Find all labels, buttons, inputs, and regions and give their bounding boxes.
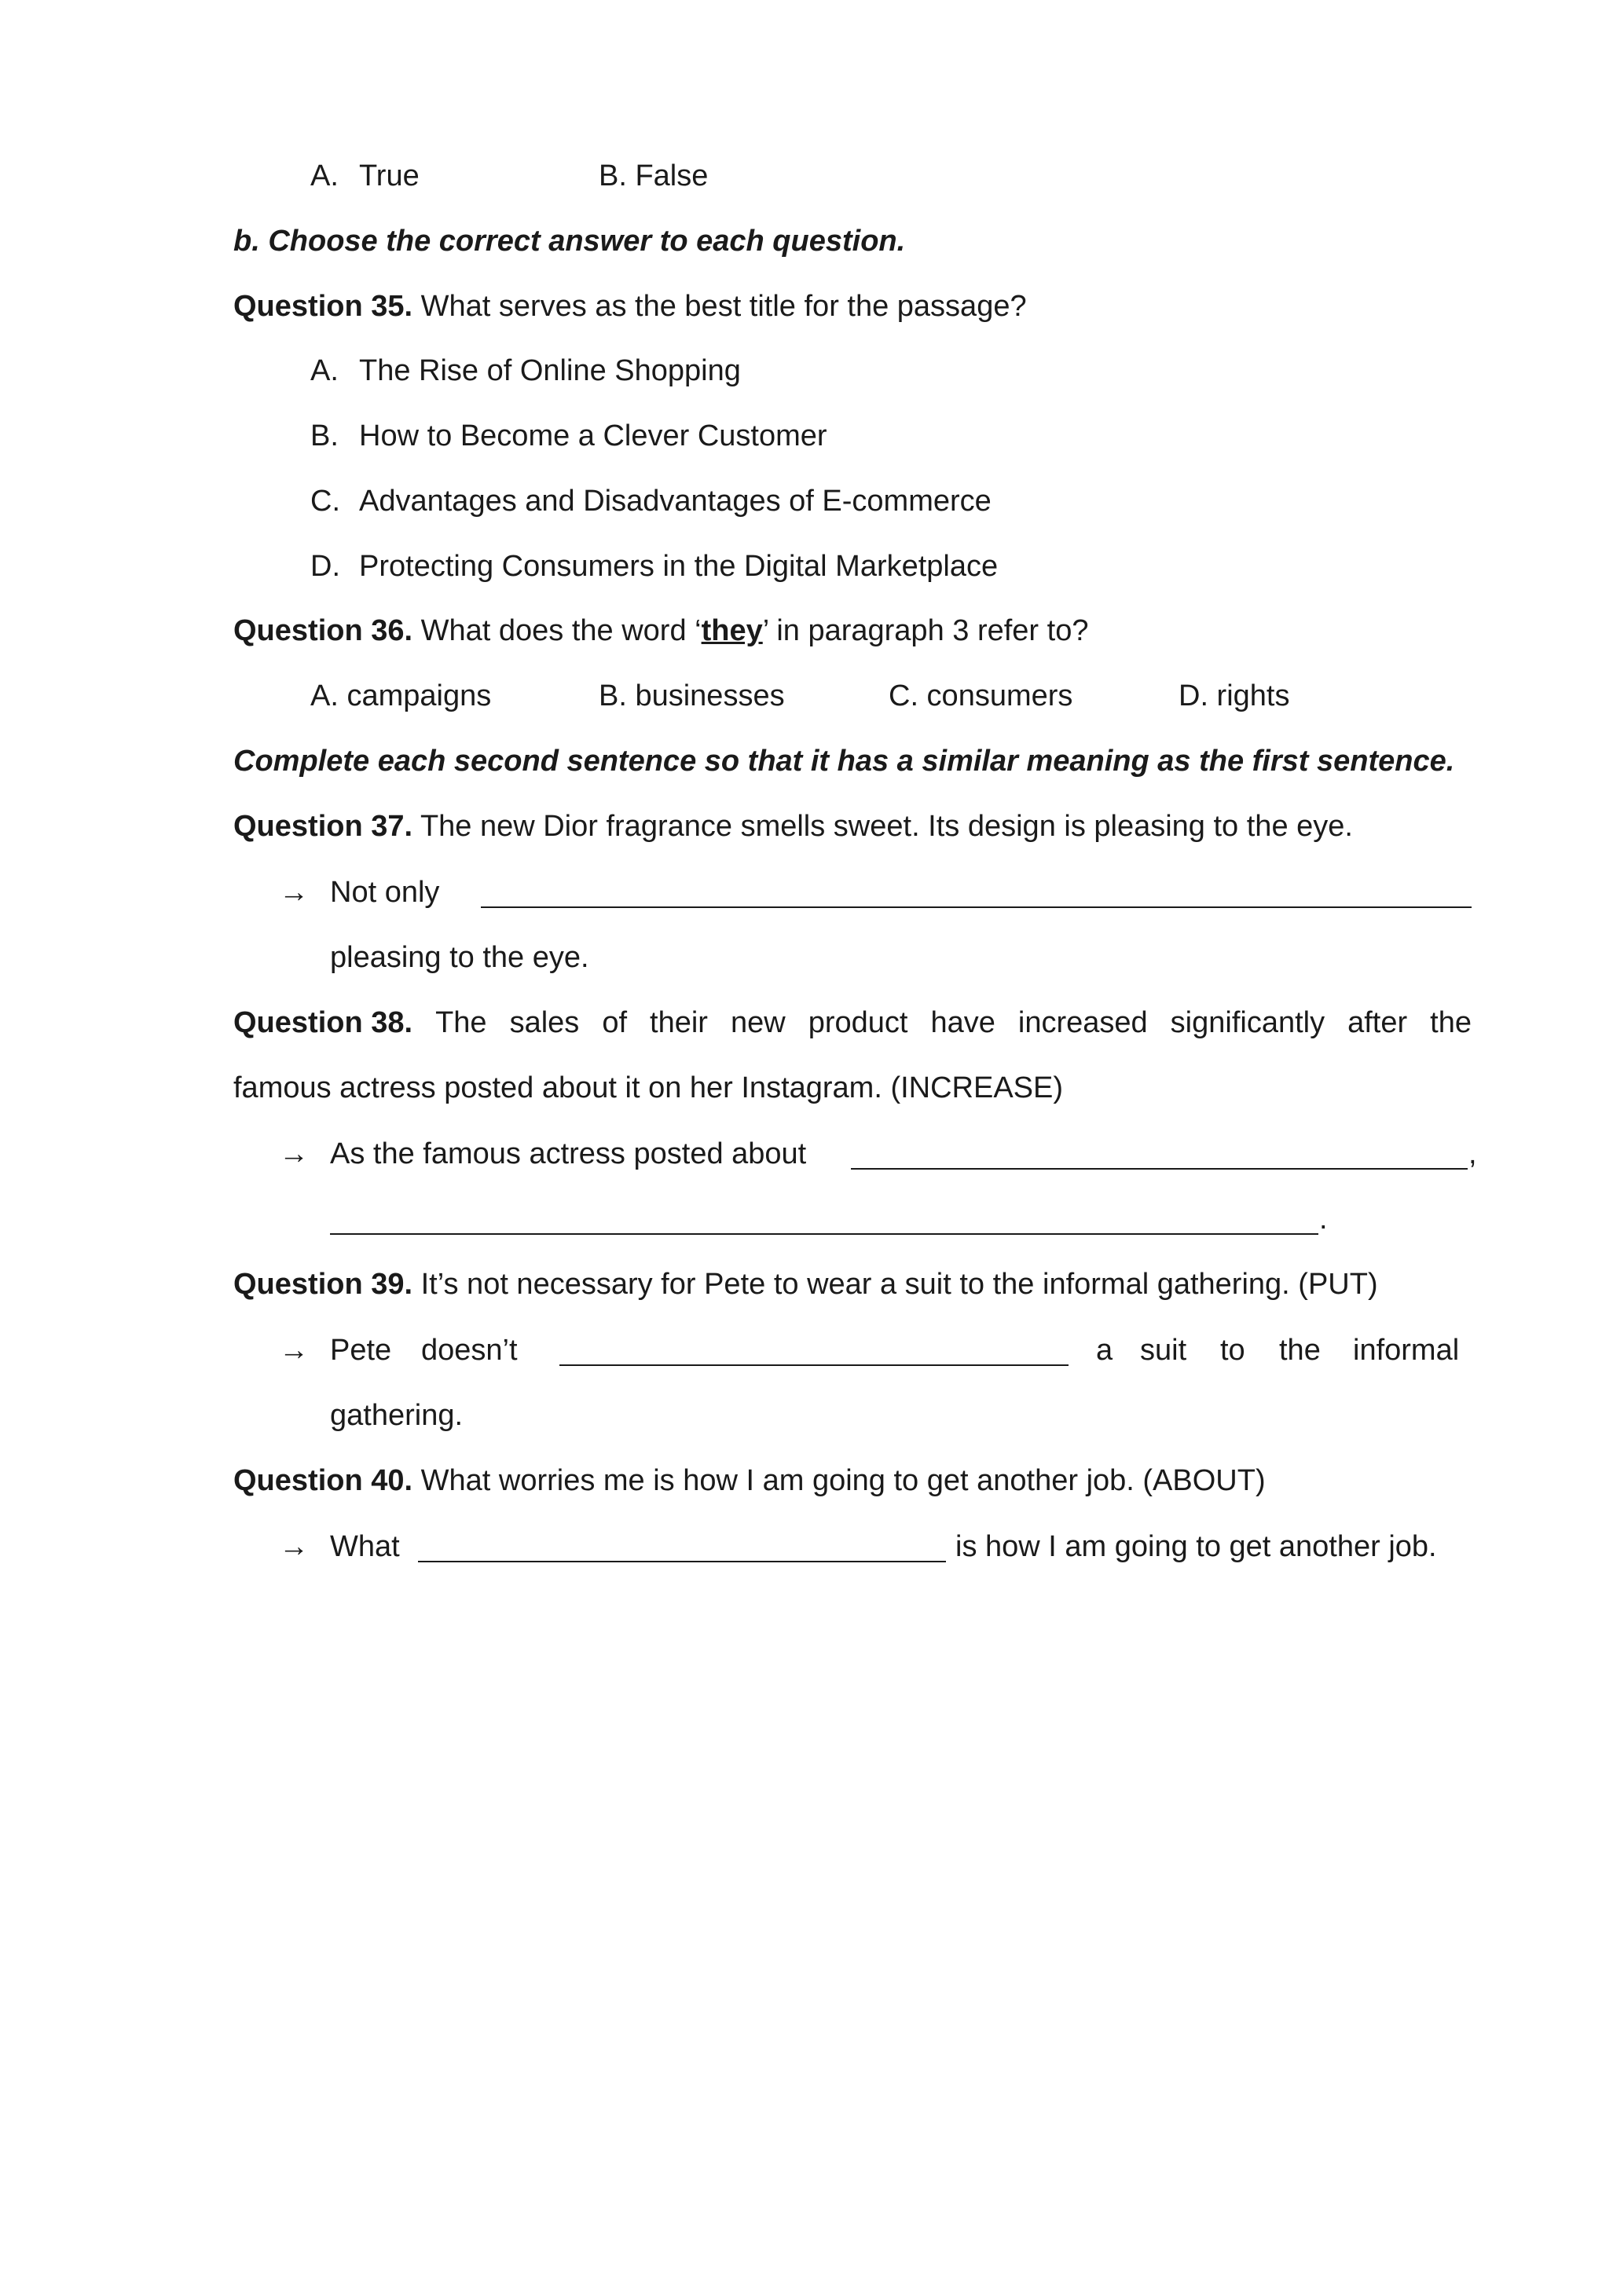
q35-option-c[interactable]: C. Advantages and Disadvantages of E-commerce bbox=[310, 485, 992, 518]
q37-arrow-icon: → bbox=[279, 876, 309, 909]
q38-prompt-start: As the famous actress posted about bbox=[330, 1137, 807, 1170]
q37-label: Question 37. bbox=[233, 810, 413, 843]
q39-prompt-word-5: to bbox=[1220, 1334, 1245, 1367]
q36-option-c[interactable]: C. consumers bbox=[889, 679, 1073, 712]
q34-option-a[interactable]: A. True bbox=[310, 159, 420, 192]
q35-option-b[interactable]: B. How to Become a Clever Customer bbox=[310, 419, 827, 452]
q39-stem: Question 39. It’s not necessary for Pete to wear a suit to the informal gathering. (PUT) bbox=[233, 1268, 1378, 1301]
q38-comma: , bbox=[1468, 1137, 1477, 1170]
q36-stem: Question 36. What does the word ‘they’ in paragraph 3 refer to? bbox=[233, 614, 1089, 647]
q39-answer-blank[interactable] bbox=[559, 1364, 1069, 1366]
q38-period: . bbox=[1319, 1203, 1328, 1236]
rewrite-instruction: Complete each second sentence so that it has a similar meaning as the first sentence. bbox=[233, 745, 1455, 778]
q35-stem bbox=[233, 284, 1027, 328]
q38-stem-line2: famous actress posted about it on her Instagram. (INCREASE) bbox=[233, 1071, 1064, 1104]
q36-label: Question 36. bbox=[233, 614, 413, 647]
q39-prompt-word-4: suit bbox=[1140, 1334, 1187, 1367]
q39-prompt-word-3: a bbox=[1096, 1334, 1113, 1367]
q39-prompt-word-6: the bbox=[1279, 1334, 1321, 1367]
q40-arrow-icon: → bbox=[279, 1530, 309, 1563]
q40-prompt-start: What bbox=[330, 1530, 400, 1563]
q35-option-a[interactable]: A. The Rise of Online Shopping bbox=[310, 354, 741, 387]
q39-prompt-word-2: doesn’t bbox=[421, 1334, 518, 1367]
q35-option-d[interactable]: D. Protecting Consumers in the Digital Marketplace bbox=[310, 550, 999, 583]
q36-keyword: they bbox=[701, 614, 763, 647]
q36-option-b[interactable]: B. businesses bbox=[599, 679, 785, 712]
q38-arrow-icon: → bbox=[279, 1137, 309, 1170]
q40-label: Question 40. bbox=[233, 1464, 413, 1497]
q35-label: Question 35. bbox=[233, 290, 413, 323]
q36-option-a[interactable]: A. campaigns bbox=[310, 679, 492, 712]
section-b-instruction: b. Choose the correct answer to each question. bbox=[233, 225, 906, 258]
q34-option-b[interactable]: B. False bbox=[599, 159, 709, 192]
q36-option-d[interactable]: D. rights bbox=[1179, 679, 1290, 712]
q39-label: Question 39. bbox=[233, 1268, 413, 1301]
q38-answer-blank-2[interactable] bbox=[330, 1233, 1318, 1235]
q39-prompt-word-7: informal bbox=[1353, 1334, 1460, 1367]
q39-prompt-word-1: Pete bbox=[330, 1334, 392, 1367]
q38-label: Question 38. bbox=[233, 1006, 413, 1039]
q40-stem: Question 40. What worries me is how I am going to get another job. (ABOUT) bbox=[233, 1464, 1266, 1497]
q37-prompt-start: Not only bbox=[330, 876, 440, 909]
q37-prompt-end: pleasing to the eye. bbox=[330, 941, 589, 974]
q40-prompt-end: is how I am going to get another job. bbox=[955, 1530, 1437, 1563]
q38-stem-line1: Question 38. The sales of their new product have increased significantly after the bbox=[233, 1001, 1472, 1045]
q39-arrow-icon: → bbox=[279, 1334, 309, 1367]
q40-answer-blank[interactable] bbox=[418, 1561, 946, 1562]
q38-answer-blank-1[interactable] bbox=[851, 1168, 1468, 1170]
q37-stem: Question 37. The new Dior fragrance smells sweet. Its design is pleasing to the eye. bbox=[233, 810, 1353, 843]
q35-text: What serves as the best title for the passage? bbox=[420, 290, 1027, 323]
q39-prompt-end: gathering. bbox=[330, 1399, 464, 1432]
q37-answer-blank[interactable] bbox=[481, 906, 1472, 908]
